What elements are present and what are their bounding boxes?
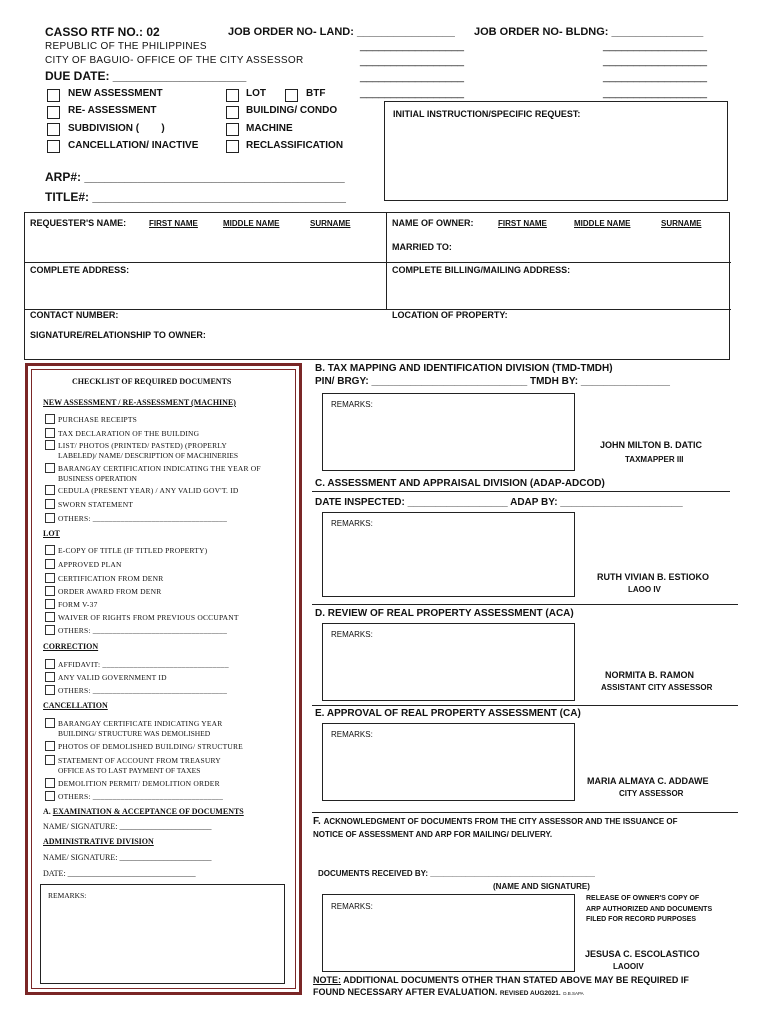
checkbox[interactable] — [45, 778, 55, 788]
land-line-1: _________________ — [360, 40, 465, 52]
building-checkbox[interactable] — [226, 106, 239, 119]
checklist-item-continued: BUSINESS OPERATION — [58, 474, 137, 483]
section-d-remarks-box[interactable] — [322, 623, 575, 701]
remarks-label: REMARKS: — [331, 902, 373, 911]
machine-checkbox[interactable] — [226, 123, 239, 136]
requester-table — [24, 212, 730, 360]
checkbox[interactable] — [45, 463, 55, 473]
location-label[interactable]: LOCATION OF PROPERTY: — [392, 310, 508, 320]
checkbox[interactable] — [45, 414, 55, 424]
checklist-item-continued: LABELED)/ NAME/ DESCRIPTION OF MACHINERIES — [58, 451, 238, 460]
arp-number: ARP#: _______________________________________ — [45, 170, 345, 184]
btf-label: BTF — [306, 88, 326, 99]
married-to-label[interactable]: MARRIED TO: — [392, 242, 452, 252]
checkbox[interactable] — [45, 559, 55, 569]
section-b-remarks-box[interactable] — [322, 393, 575, 471]
land-line-2: _________________ — [360, 55, 465, 67]
checklist-remarks-box[interactable] — [40, 884, 285, 984]
section-c-remarks-box[interactable] — [322, 512, 575, 597]
bldng-line-4: _________________ — [603, 87, 708, 99]
section-f-line-2: NOTICE OF ASSESSMENT AND ARP FOR MAILING/ DELIVERY. — [313, 830, 553, 839]
building-label: BUILDING/ CONDO — [246, 105, 338, 116]
subdivision-label: SUBDIVISION ( ) — [68, 123, 165, 134]
checklist-item-continued: BUILDING/ STRUCTURE WAS DEMOLISHED — [58, 729, 211, 738]
machine-label: MACHINE — [246, 123, 293, 134]
requester-name-label: REQUESTER'S NAME: — [30, 218, 127, 228]
due-date: DUE DATE: ____________________ — [45, 69, 247, 83]
owner-name-label: NAME OF OWNER: — [392, 218, 474, 228]
checkbox[interactable] — [45, 428, 55, 438]
job-order-bldng: JOB ORDER NO- BLDNG: _______________ — [474, 26, 704, 38]
author-initials: D.B.SAPA — [563, 991, 584, 996]
note-line-2: FOUND NECESSARY AFTER EVALUATION. REVISED AUG2021. D.B.SAPA — [313, 987, 584, 997]
checkbox[interactable] — [45, 485, 55, 495]
section-c-role: LAOO IV — [628, 585, 661, 594]
bldng-line-1: _________________ — [603, 40, 708, 52]
title-number: TITLE#: ______________________________________ — [45, 190, 346, 204]
name-and-signature-caption: (NAME AND SIGNATURE) — [493, 882, 590, 891]
checkbox[interactable] — [45, 499, 55, 509]
republic-text: REPUBLIC OF THE PHILIPPINES — [45, 41, 207, 52]
admin-division-heading: ADMINISTRATIVE DIVISION — [43, 837, 154, 846]
admin-date[interactable]: DATE: ________________________________ — [43, 869, 196, 878]
lot-checkbox[interactable] — [226, 89, 239, 102]
section-d-title: D. REVIEW OF REAL PROPERTY ASSESSMENT (ACA) — [315, 608, 574, 619]
subdivision-checkbox[interactable] — [47, 123, 60, 136]
requester-first-name[interactable]: FIRST NAME — [149, 219, 198, 228]
section-c-title: C. ASSESSMENT AND APPRAISAL DIVISION (ADAP-ADCOD) — [315, 478, 605, 489]
checkbox[interactable] — [45, 659, 55, 669]
remarks-label: REMARKS: — [48, 891, 87, 900]
section-f-signatory: JESUSA C. ESCOLASTICO — [585, 949, 700, 959]
bldng-line-2: _________________ — [603, 55, 708, 67]
checkbox[interactable] — [45, 718, 55, 728]
checkbox[interactable] — [45, 741, 55, 751]
cancellation-label: CANCELLATION/ INACTIVE — [68, 140, 199, 151]
checklist-heading-new: NEW ASSESSMENT / RE-ASSESSMENT (MACHINE) — [43, 398, 236, 407]
contact-number-label[interactable]: CONTACT NUMBER: — [30, 310, 119, 320]
revised-stamp: REVISED AUG2021. — [499, 990, 561, 997]
owner-first-name[interactable]: FIRST NAME — [498, 219, 547, 228]
section-b-pin[interactable]: PIN/ BRGY: ____________________________ TMDH BY: ________________ — [315, 376, 670, 387]
new-assessment-label: NEW ASSESSMENT — [68, 88, 163, 99]
owner-surname[interactable]: SURNAME — [661, 219, 702, 228]
section-c-rule — [312, 491, 730, 492]
checkbox[interactable] — [45, 791, 55, 801]
instruction-label: INITIAL INSTRUCTION/SPECIFIC REQUEST: — [393, 109, 581, 119]
billing-address-label[interactable]: COMPLETE BILLING/MAILING ADDRESS: — [392, 265, 571, 275]
requester-surname[interactable]: SURNAME — [310, 219, 351, 228]
section-e-signatory: MARIA ALMAYA C. ADDAWE — [587, 776, 709, 786]
section-f-remarks-box[interactable] — [322, 894, 575, 972]
requester-middle-name[interactable]: MIDDLE NAME — [223, 219, 280, 228]
land-line-4: _________________ — [360, 87, 465, 99]
note-line-1: NOTE: ADDITIONAL DOCUMENTS OTHER THAN STATED ABOVE MAY BE REQUIRED IF — [313, 975, 689, 985]
re-assessment-label: RE- ASSESSMENT — [68, 105, 157, 116]
checkbox[interactable] — [45, 625, 55, 635]
owner-middle-name[interactable]: MIDDLE NAME — [574, 219, 631, 228]
section-d-bottom-rule — [312, 705, 738, 706]
signature-relationship-label[interactable]: SIGNATURE/RELATIONSHIP TO OWNER: — [30, 330, 206, 340]
checkbox[interactable] — [45, 755, 55, 765]
section-b-title: B. TAX MAPPING AND IDENTIFICATION DIVISION (TMD-TMDH) — [315, 363, 613, 374]
checklist-title: CHECKLIST OF REQUIRED DOCUMENTS — [72, 377, 232, 386]
remarks-label: REMARKS: — [331, 400, 373, 409]
re-assessment-checkbox[interactable] — [47, 106, 60, 119]
land-line-3: _________________ — [360, 71, 465, 83]
section-e-bottom-rule — [312, 812, 738, 813]
release-note-line-1: RELEASE OF OWNER'S COPY OF — [586, 895, 700, 902]
checkbox[interactable] — [45, 513, 55, 523]
checkbox[interactable] — [45, 599, 55, 609]
section-d-signatory: NORMITA B. RAMON — [605, 670, 694, 680]
checklist-item-continued: OFFICE AS TO LAST PAYMENT OF TAXES — [58, 766, 201, 775]
new-assessment-checkbox[interactable] — [47, 89, 60, 102]
bldng-line-3: _________________ — [603, 71, 708, 83]
section-b-signatory: JOHN MILTON B. DATIC — [600, 440, 702, 450]
section-c-date[interactable]: DATE INSPECTED: __________________ ADAP BY: ______________________ — [315, 497, 683, 508]
section-e-remarks-box[interactable] — [322, 723, 575, 801]
checkbox[interactable] — [45, 573, 55, 583]
admin-signature[interactable]: NAME/ SIGNATURE: _______________________ — [43, 853, 212, 862]
section-c-bottom-rule — [312, 604, 738, 605]
job-order-land: JOB ORDER NO- LAND: ________________ — [228, 26, 455, 38]
section-d-role: ASSISTANT CITY ASSESSOR — [601, 683, 713, 692]
lot-label: LOT — [246, 88, 266, 99]
casso-rtf-number: CASSO RTF NO.: 02 — [45, 25, 160, 39]
remarks-label: REMARKS: — [331, 630, 373, 639]
btf-checkbox[interactable] — [285, 89, 298, 102]
checkbox[interactable] — [45, 672, 55, 682]
checkbox[interactable] — [45, 586, 55, 596]
section-e-title: E. APPROVAL OF REAL PROPERTY ASSESSMENT (CA) — [315, 708, 581, 719]
section-a-heading: A. EXAMINATION & ACCEPTANCE OF DOCUMENTS — [43, 807, 244, 816]
release-note-line-3: FILED FOR RECORD PURPOSES — [586, 916, 697, 923]
remarks-label: REMARKS: — [331, 730, 373, 739]
section-e-role: CITY ASSESSOR — [619, 789, 684, 798]
checklist-heading-cancellation: CANCELLATION — [43, 701, 108, 710]
reclassification-label: RECLASSIFICATION — [246, 140, 344, 151]
checkbox[interactable] — [45, 685, 55, 695]
checkbox[interactable] — [45, 440, 55, 450]
checklist-heading-correction: CORRECTION — [43, 642, 99, 651]
section-c-signatory: RUTH VIVIAN B. ESTIOKO — [597, 572, 710, 582]
section-a-signature[interactable]: NAME/ SIGNATURE: _______________________ — [43, 822, 212, 831]
city-office-text: CITY OF BAGUIO- OFFICE OF THE CITY ASSESSOR — [45, 55, 304, 66]
section-b-role: TAXMAPPER III — [625, 455, 684, 464]
checkbox[interactable] — [45, 545, 55, 555]
documents-received-by[interactable]: DOCUMENTS RECEIVED BY: _____________________________________ — [318, 869, 595, 878]
complete-address-label[interactable]: COMPLETE ADDRESS: — [30, 265, 130, 275]
release-note-line-2: ARP AUTHORIZED AND DOCUMENTS — [586, 906, 713, 913]
instruction-box[interactable] — [384, 101, 728, 201]
checkbox[interactable] — [45, 612, 55, 622]
remarks-label: REMARKS: — [331, 519, 373, 528]
section-f-role: LAOOIV — [613, 962, 644, 971]
section-f-line-1: F. ACKNOWLEDGMENT OF DOCUMENTS FROM THE CITY ASSESSOR AND THE ISSUANCE OF — [313, 816, 678, 827]
checklist-heading-lot: LOT — [43, 529, 60, 538]
reclassification-checkbox[interactable] — [226, 140, 239, 153]
cancellation-checkbox[interactable] — [47, 140, 60, 153]
